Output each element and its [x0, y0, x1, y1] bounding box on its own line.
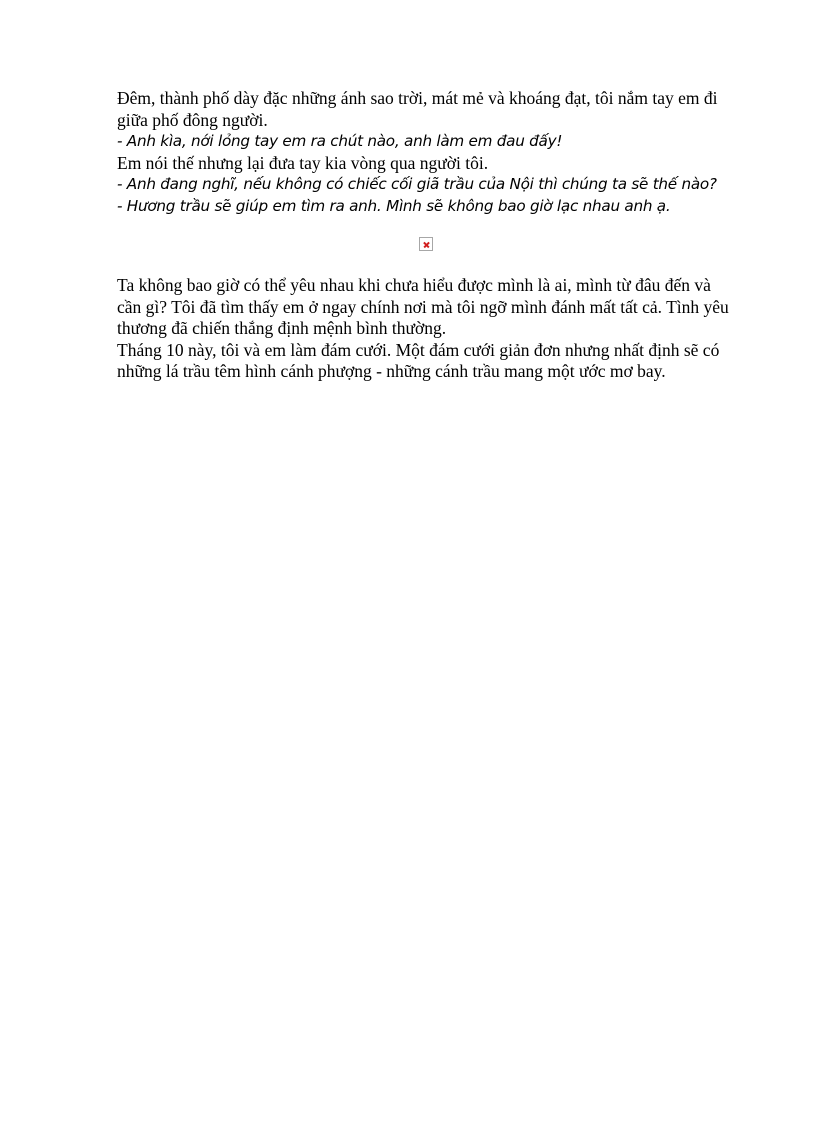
- image-placeholder: [117, 217, 737, 275]
- dialogue-line-1: - Anh kìa, nới lỏng tay em ra chút nào, anh làm em đau đấy!: [117, 132, 563, 150]
- paragraph-love-reflection: Ta không bao giờ có thể yêu nhau khi chưa hiểu được mình là ai, mình từ đâu đến và cần gì? Tôi đã tìm thấy em ở ngay chính nơi mà tôi ngỡ mình đánh mất tất cả. Tình yêu thương đã chiến thắng định mệnh bình thường.: [117, 275, 729, 338]
- dialogue-line-3: - Hương trầu sẽ giúp em tìm ra anh. Mình sẽ không bao giờ lạc nhau anh ạ.: [117, 196, 671, 215]
- paragraph-wedding: Tháng 10 này, tôi và em làm đám cưới. Một đám cưới giản đơn nhưng nhất định sẽ có những lá trầu têm hình cánh phượng - những cánh trầu mang một ước mơ bay.: [117, 339, 720, 381]
- paragraph-night-city: Đêm, thành phố dày đặc những ánh sao trời, mát mẻ và khoáng đạt, tôi nắm tay em đi giữa phố đông người.: [117, 88, 718, 130]
- dialogue-line-2: - Anh đang nghĩ, nếu không có chiếc cối giã trầu của Nội thì chúng ta sẽ thế nào?: [117, 175, 717, 193]
- broken-image-icon: [419, 237, 433, 251]
- paragraph-embrace: Em nói thế nhưng lại đưa tay kia vòng qua người tôi.: [117, 152, 489, 173]
- document-page: [117, 88, 737, 383]
